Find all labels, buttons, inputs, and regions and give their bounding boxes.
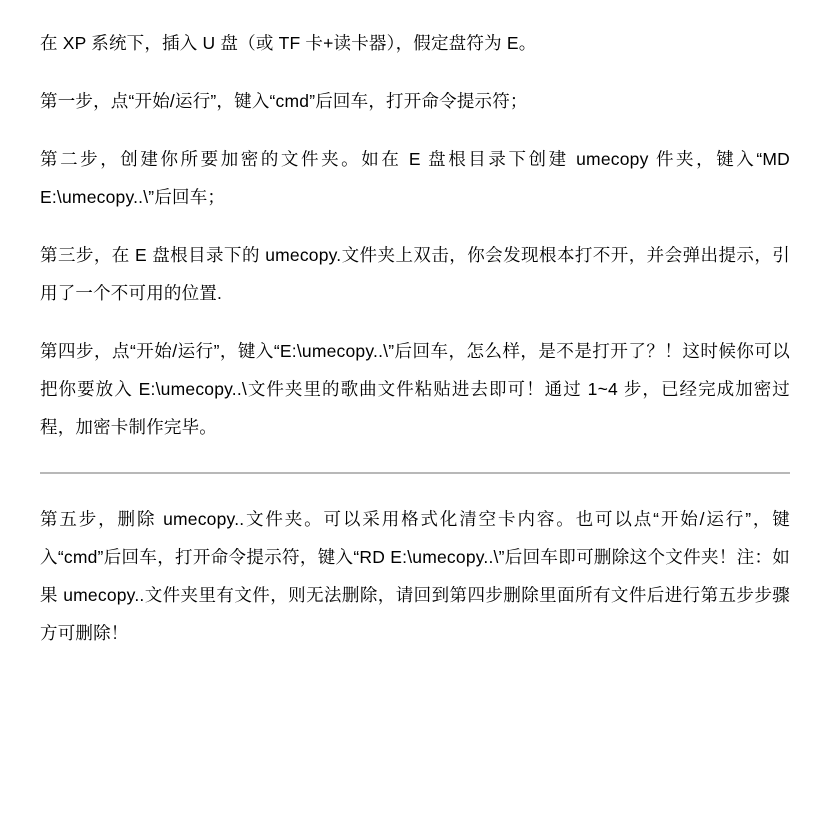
- paragraph-intro: 在 XP 系统下，插入 U 盘（或 TF 卡+读卡器），假定盘符为 E。: [40, 33, 537, 53]
- paragraph-step-4: 第四步，点“开始/运行”，键入“E:\umecopy..\”后回车，怎么样，是不是打开了？！这时候你可以把你要放入 E:\umecopy..\文件夹里的歌曲文件粘贴进去即可！通过 1~4 步，已经完成加密过程，加密卡制作完毕。: [40, 341, 790, 437]
- paragraph-step-5: 第五步，删除 umecopy..文件夹。可以采用格式化清空卡内容。也可以点“开始/运行”，键入“cmd”后回车，打开命令提示符，键入“RD E:\umecopy..\”后回车即可删除这个文件夹！注：如果 umecopy..文件夹里有文件，则无法删除，请回到第四步删除里面所有文件后进行第五步步骤方可删除！: [40, 509, 790, 643]
- paragraph-step-2: 第二步，创建你所要加密的文件夹。如在 E 盘根目录下创建 umecopy 件夹，键入“MD E:\umecopy..\”后回车；: [40, 149, 790, 207]
- paragraph-step-3: 第三步，在 E 盘根目录下的 umecopy.文件夹上双击，你会发现根本打不开，并会弹出提示，引用了一个不可用的位置.: [40, 245, 790, 303]
- paragraph-step-1: 第一步，点“开始/运行”，键入“cmd”后回车，打开命令提示符；: [40, 91, 528, 111]
- section-divider: [40, 472, 790, 474]
